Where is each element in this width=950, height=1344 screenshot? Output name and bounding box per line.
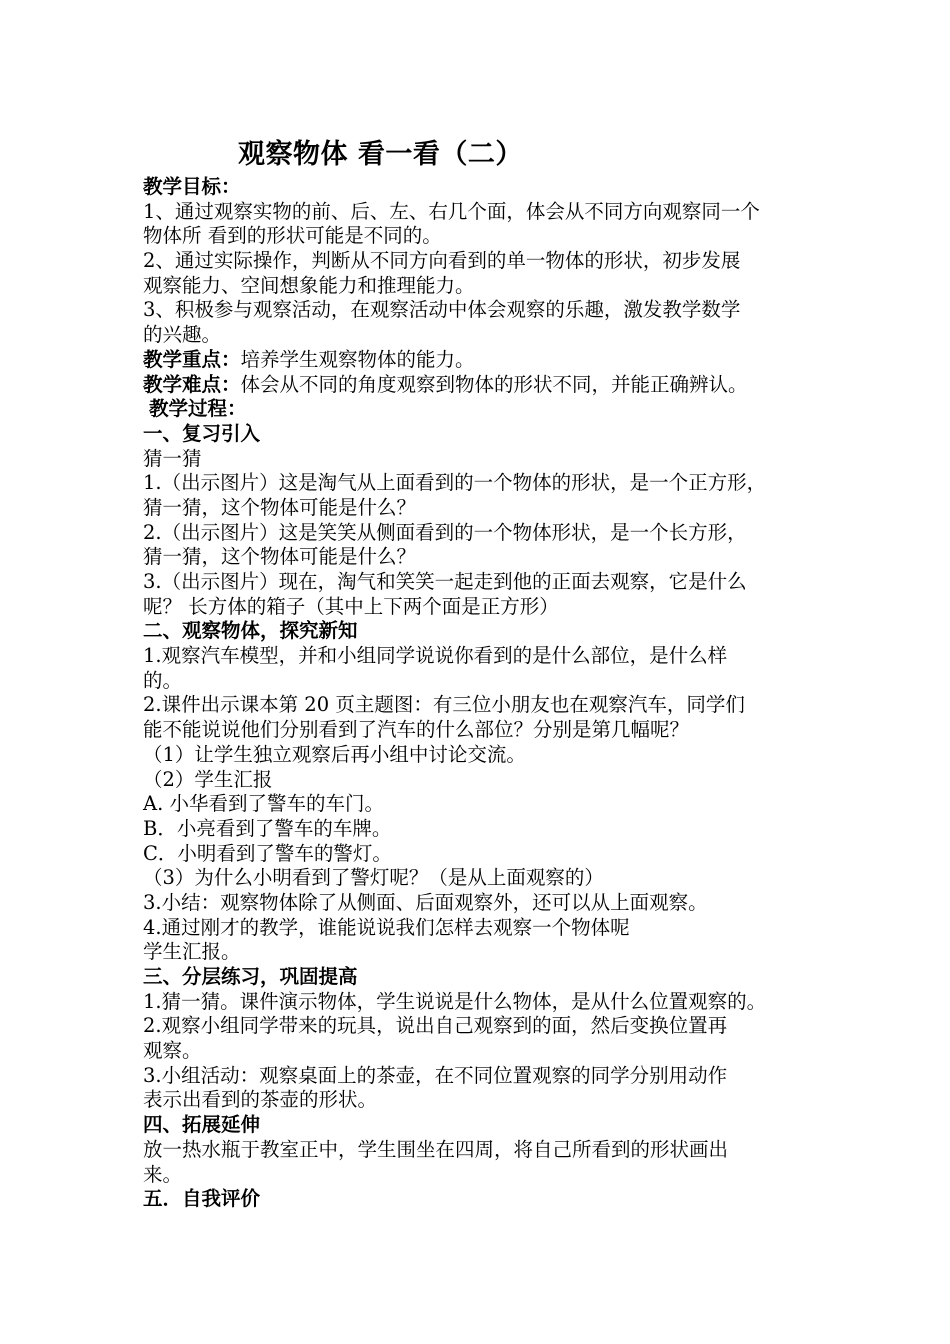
section-4-text-line-1: 放一热水瓶于教室正中，学生围坐在四周，将自己所看到的形状画出 <box>143 1137 729 1161</box>
section-3-item-3-line-1: 3.小组活动：观察桌面上的茶壶，在不同位置观察的同学分别用动作 <box>143 1063 728 1087</box>
key-point-text: 培养学生观察物体的能力。 <box>240 347 475 371</box>
section-1-item-2-line-2: 猜一猜，这个物体可能是什么？ <box>143 545 417 569</box>
section-2-item-3: 3.小结：观察物体除了从侧面、后面观察外，还可以从上面观察。 <box>143 890 708 914</box>
section-1-guess: 猜一猜 <box>143 446 202 470</box>
section-1-item-3-line-2: 呢？ 长方体的箱子（其中上下两个面是正方形） <box>143 594 559 618</box>
difficulty <box>143 373 833 398</box>
section-3-item-2-line-1: 2.观察小组同学带来的玩具，说出自己观察到的面，然后变换位置再 <box>143 1014 728 1038</box>
section-2-answer-a: A. 小华看到了警车的车门。 <box>143 792 384 816</box>
objective-2-line-2: 观察能力、空间想象能力和推理能力。 <box>143 273 475 297</box>
section-2-answer-c: C．小明看到了警车的警灯。 <box>143 841 392 865</box>
difficulty-label: 教学难点： <box>143 372 241 396</box>
section-2-sub-1: （1）让学生独立观察后再小组中讨论交流。 <box>143 742 526 766</box>
section-1-item-1-line-1: 1.（出示图片）这是淘气从上面看到的一个物体的形状，是一个正方形， <box>143 471 767 495</box>
objective-2-line-1: 2、通过实际操作，判断从不同方向看到的单一物体的形状，初步发展 <box>143 249 741 273</box>
section-3-item-1: 1.猜一猜。课件演示物体，学生说说是什么物体，是从什么位置观察的。 <box>143 989 767 1013</box>
section-1-item-2-line-1: 2.（出示图片）这是笑笑从侧面看到的一个物体形状，是一个长方形， <box>143 520 747 544</box>
objective-1-line-2: 物体所 看到的形状可能是不同的。 <box>143 224 442 248</box>
section-4-text-line-2: 来。 <box>143 1162 183 1186</box>
section-2-item-4-line-2: 学生汇报。 <box>143 940 241 964</box>
process-heading: 教学过程： <box>149 397 247 421</box>
objective-3-line-1: 3、积极参与观察活动，在观察活动中体会观察的乐趣，激发教学数学 <box>143 298 741 322</box>
objectives-heading: 教学目标： <box>143 175 241 198</box>
key-point <box>143 348 833 373</box>
section-2-sub-2: （2）学生汇报 <box>143 767 273 791</box>
section-2-item-1-line-1: 1.观察汽车模型，并和小组同学说说你看到的是什么部位，是什么样 <box>143 644 728 668</box>
section-3-item-2-line-2: 观察。 <box>143 1039 202 1063</box>
section-2-item-4: 4.通过刚才的教学，谁能说说我们怎样去观察一个物体呢 <box>143 915 630 939</box>
section-1-heading: 一、复习引入 <box>143 421 261 445</box>
section-2-answer-b: B．小亮看到了警车的车牌。 <box>143 816 392 840</box>
section-1-item-1-line-2: 猜一猜，这个物体可能是什么？ <box>143 495 417 519</box>
section-2-item-2-line-1: 2.课件出示课本第 20 页主题图：有三位小朋友也在观察汽车，同学们 <box>143 693 745 717</box>
section-2-heading: 二、观察物体，探究新知 <box>143 619 358 643</box>
document-body <box>143 175 833 1212</box>
objective-3-line-2: 的兴趣。 <box>143 323 222 347</box>
objective-1-line-1: 1、通过观察实物的前、后、左、右几个面，体会从不同方向观察同一个 <box>143 199 760 223</box>
key-point-label: 教学重点： <box>143 347 241 371</box>
difficulty-text: 体会从不同的角度观察到物体的形状不同，并能正确辨认。 <box>240 372 748 396</box>
section-4-heading: 四、拓展延伸 <box>143 1113 261 1137</box>
section-5-heading: 五．自我评价 <box>143 1187 261 1211</box>
section-3-heading: 三、分层练习，巩固提高 <box>143 965 358 988</box>
section-1-item-3-line-1: 3.（出示图片）现在，淘气和笑笑一起走到他的正面去观察，它是什么 <box>143 570 747 593</box>
section-2-item-1-line-2: 的。 <box>143 668 183 692</box>
section-2-sub-3: （3）为什么小明看到了警灯呢？（是从上面观察的） <box>143 866 604 890</box>
section-2-item-2-line-2: 能不能说说他们分别看到了汽车的什么部位？分别是第几幅呢？ <box>143 718 690 742</box>
section-3-item-3-line-2: 表示出看到的茶壶的形状。 <box>143 1088 378 1112</box>
document-title: 观察物体 看一看（二） <box>238 139 523 170</box>
